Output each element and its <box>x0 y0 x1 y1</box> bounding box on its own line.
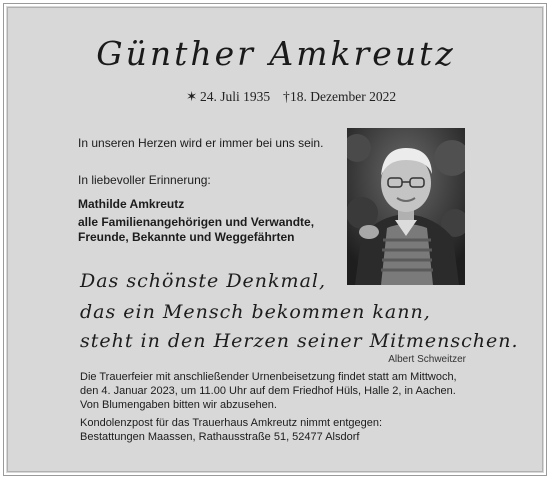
service-line-2: den 4. Januar 2023, um 11.00 Uhr auf dem Friedhof Hüls, Halle 2, in Aachen. <box>80 385 456 397</box>
condolence-line-1: Kondolenzpost für das Trauerhaus Amkreutz nimmt entgegen: <box>80 417 383 429</box>
mourner-name: Mathilde Amkreutz <box>78 197 185 211</box>
service-line-3: Von Blumengaben bitten wir abzusehen. <box>80 399 277 411</box>
quote-line-1: Das schönste Denkmal, <box>80 270 327 292</box>
mourners-friends: Freunde, Bekannte und Weggefährten <box>78 230 295 244</box>
obituary-notice <box>3 3 547 476</box>
service-line-1: Die Trauerfeier mit anschließender Urnenbeisetzung findet statt am Mittwoch, <box>80 371 457 383</box>
motto: In unseren Herzen wird er immer bei uns sein. <box>78 136 324 150</box>
portrait-photo <box>347 128 465 285</box>
birth-symbol: ✶ <box>186 89 198 104</box>
condolence-line-2: Bestattungen Maassen, Rathausstraße 51, 52477 Alsdorf <box>80 431 360 443</box>
death-symbol: † <box>283 89 290 104</box>
death-date: 18. Dezember 2022 <box>290 89 397 104</box>
quote-author: Albert Schweitzer <box>388 354 466 365</box>
portrait-image <box>347 128 465 285</box>
deceased-name: Günther Amkreutz <box>96 34 456 73</box>
quote-line-3: steht in den Herzen seiner Mitmenschen. <box>80 330 519 352</box>
birth-date: 24. Juli 1935 <box>200 89 271 104</box>
quote-line-2: das ein Mensch bekommen kann, <box>80 301 431 323</box>
remembrance-intro: In liebevoller Erinnerung: <box>78 173 211 187</box>
mourners-family: alle Familienangehörigen und Verwandte, <box>78 215 315 229</box>
